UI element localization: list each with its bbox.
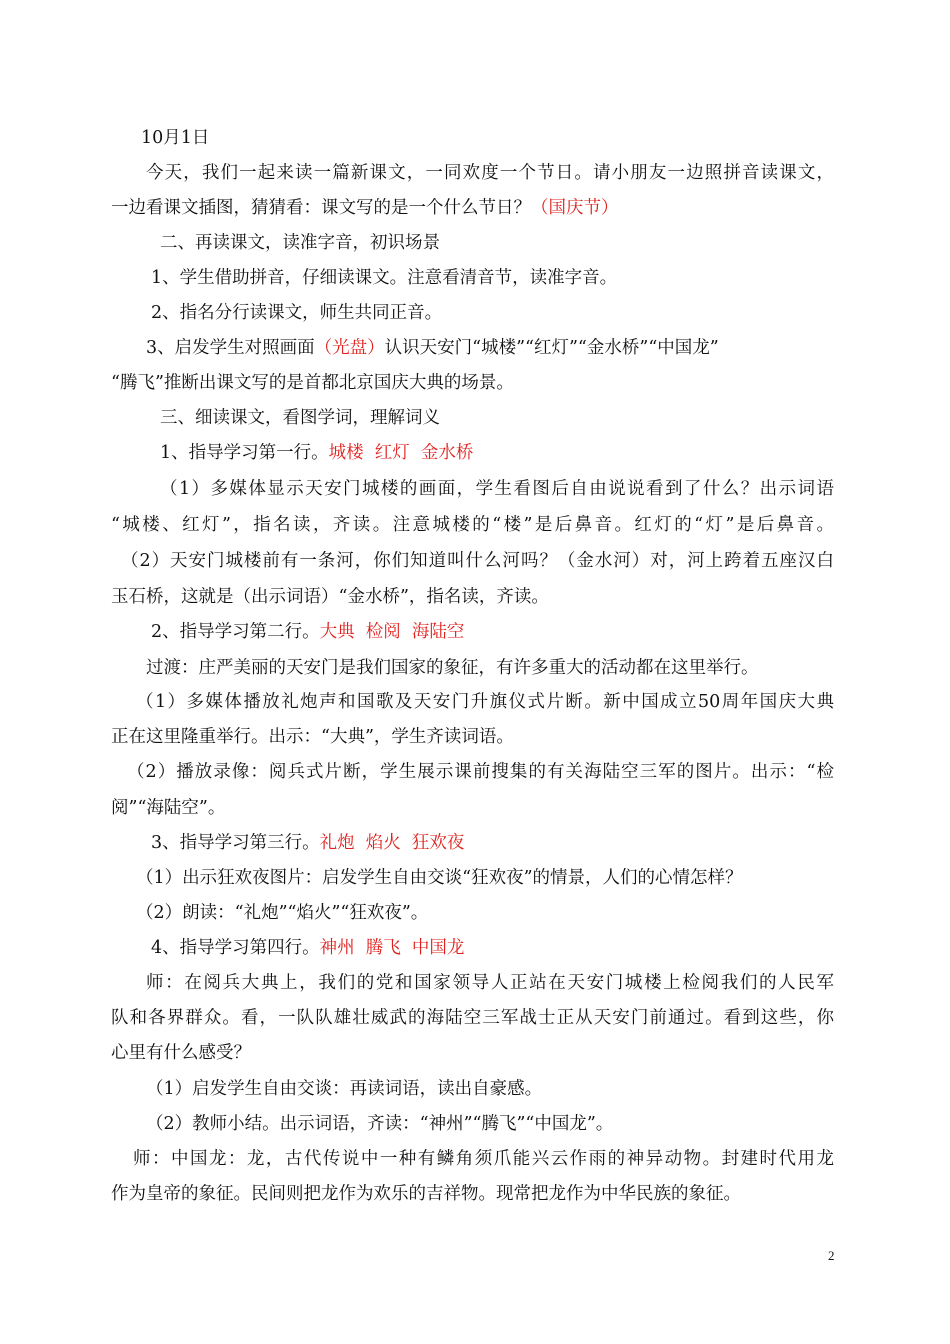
highlight-words: 城楼 红灯 金水桥 — [328, 443, 474, 463]
paragraph-line — [111, 513, 834, 537]
text: 阅”“海陆空”。 — [111, 798, 226, 818]
text: 2、指导学习第二行。 — [151, 622, 320, 642]
text: （1）出示狂欢夜图片：启发学生自由交谈“狂欢夜”的情景，人们的心情怎样？ — [136, 868, 743, 888]
text: 10月1日 — [141, 128, 210, 148]
text: “城楼、红灯”，指名读，齐读。注意城楼的“楼”是后鼻音。红灯的“灯”是后鼻音。 — [111, 515, 834, 535]
text: （2）教师小结。出示词语，齐读：“神州”“腾飞”“中国龙”。 — [146, 1114, 614, 1134]
paragraph-line — [146, 971, 834, 995]
paragraph-line — [111, 585, 549, 609]
paragraph-line — [111, 1041, 251, 1065]
text: （1）启发学生自由交谈：再读词语，读出自豪感。 — [146, 1079, 543, 1099]
paragraph-line — [146, 1077, 542, 1101]
highlight-answer: （国庆节） — [531, 198, 619, 218]
paragraph-line — [151, 620, 464, 644]
paragraph-line — [111, 196, 619, 220]
paragraph-line — [146, 161, 834, 185]
paragraph-line — [136, 901, 428, 925]
highlight-note: （光盘） — [314, 338, 385, 358]
paragraph-line — [151, 301, 442, 325]
text: 3、启发学生对照画面 — [146, 338, 315, 358]
text: 过渡：庄严美丽的天安门是我们国家的象征，有许多重大的活动都在这里举行。 — [146, 658, 759, 678]
paragraph-line — [146, 656, 759, 680]
text: “腾飞”推断出课文写的是首都北京国庆大典的场景。 — [111, 373, 514, 393]
text: （2）朗读：“礼炮”“焰火”“狂欢夜”。 — [136, 903, 429, 923]
paragraph-line — [136, 866, 743, 890]
highlight-words: 大典 检阅 海陆空 — [319, 622, 465, 642]
section-heading — [160, 231, 440, 255]
date-line — [141, 126, 209, 150]
paragraph-line — [121, 549, 834, 573]
highlight-words: 礼炮 焰火 狂欢夜 — [319, 833, 465, 853]
text: 3、指导学习第三行。 — [151, 833, 320, 853]
paragraph-line — [146, 336, 719, 360]
paragraph-line — [111, 796, 225, 820]
text: 队和各界群众。看，一队队雄壮威武的海陆空三军战士正从天安门前通过。看到这些，你 — [111, 1008, 834, 1028]
text: 心里有什么感受？ — [111, 1043, 251, 1063]
highlight-words: 神州 腾飞 中国龙 — [319, 938, 465, 958]
section-heading — [160, 406, 440, 430]
paragraph-line — [111, 725, 514, 749]
text: （1）多媒体播放礼炮声和国歌及天安门升旗仪式片断。新中国成立50周年国庆大典 — [136, 692, 834, 712]
text: 1、指导学习第一行。 — [160, 443, 329, 463]
paragraph-line — [111, 371, 514, 395]
paragraph-line — [151, 936, 464, 960]
paragraph-line — [160, 441, 473, 465]
text: 二、再读课文，读准字音，初识场景 — [160, 233, 440, 253]
text: 师：中国龙：龙，古代传说中一种有鳞角须爪能兴云作雨的神异动物。封建时代用龙 — [133, 1149, 834, 1169]
paragraph-line — [146, 1112, 613, 1136]
text: 2、指名分行读课文，师生共同正音。 — [151, 303, 443, 323]
page-number: 2 — [828, 1248, 835, 1263]
paragraph-line — [151, 831, 464, 855]
paragraph-line — [136, 690, 834, 714]
text: 4、指导学习第四行。 — [151, 938, 320, 958]
text: （2）播放录像：阅兵式片断，学生展示课前搜集的有关海陆空三军的图片。出示：“检 — [127, 762, 834, 782]
text: 师：在阅兵大典上，我们的党和国家领导人正站在天安门城楼上检阅我们的人民军 — [146, 973, 834, 993]
paragraph-line — [151, 266, 617, 290]
paragraph-line — [160, 477, 834, 501]
text: （2）天安门城楼前有一条河，你们知道叫什么河吗？（金水河）对，河上跨着五座汉白 — [121, 551, 834, 571]
text: 1、学生借助拼音，仔细读课文。注意看清音节，读准字音。 — [151, 268, 618, 288]
text: 作为皇帝的象征。民间则把龙作为欢乐的吉祥物。现常把龙作为中华民族的象征。 — [111, 1184, 741, 1204]
text: 认识天安门“城楼”“红灯”“金水桥”“中国龙” — [384, 338, 719, 358]
paragraph-line — [133, 1147, 834, 1171]
text: （1）多媒体显示天安门城楼的画面，学生看图后自由说说看到了什么？出示词语 — [160, 479, 834, 499]
text: 今天，我们一起来读一篇新课文，一同欢度一个节日。请小朋友一边照拼音读课文， — [146, 163, 834, 183]
text: 一边看课文插图，猜猜看：课文写的是一个什么节日？ — [111, 198, 531, 218]
paragraph-line — [111, 1006, 834, 1030]
paragraph-line — [127, 760, 834, 784]
text: 玉石桥，这就是（出示词语）“金水桥”，指名读，齐读。 — [111, 587, 549, 607]
paragraph-line — [111, 1182, 741, 1206]
text: 正在这里隆重举行。出示：“大典”，学生齐读词语。 — [111, 727, 514, 747]
text: 三、细读课文，看图学词，理解词义 — [160, 408, 440, 428]
